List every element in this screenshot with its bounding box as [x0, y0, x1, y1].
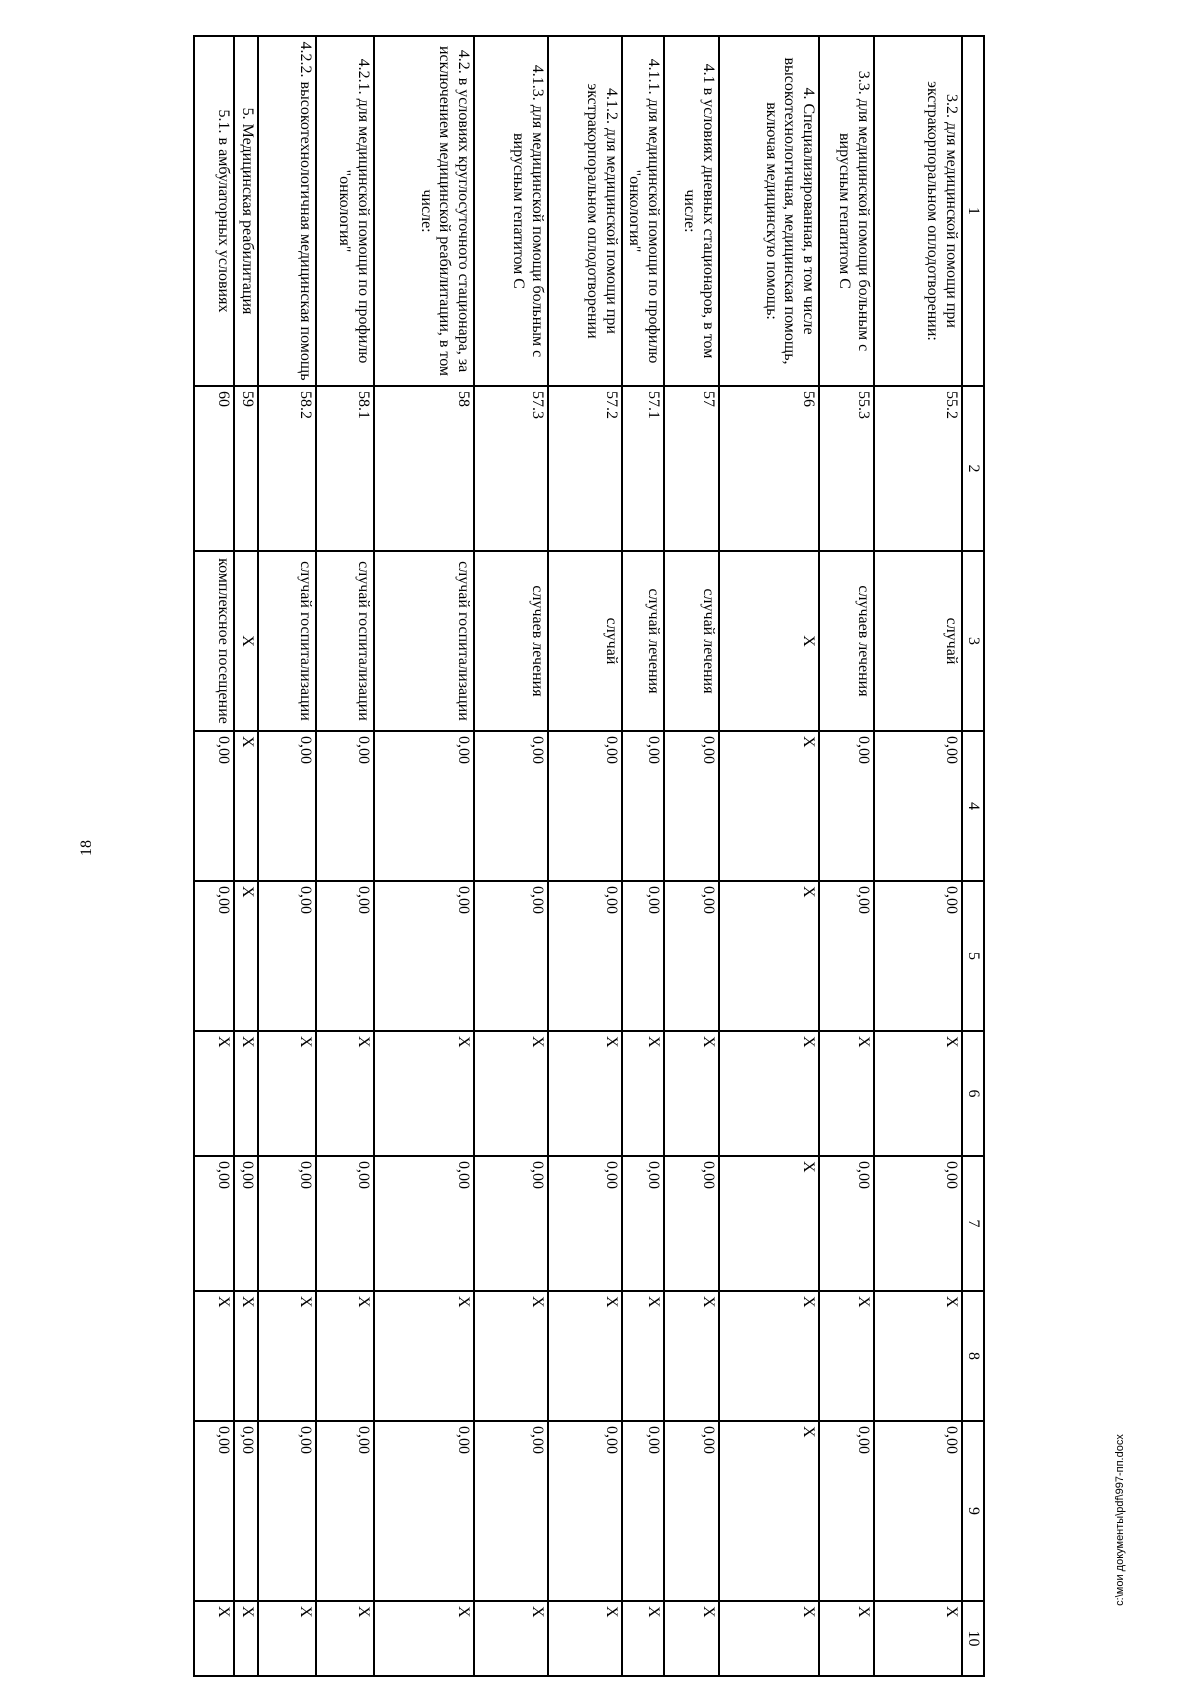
row-code-cell: 55.3 [819, 386, 874, 551]
row-value-cell: X [234, 1291, 258, 1421]
header-cell-1: 1 [962, 36, 984, 386]
row-value-cell: 0,00 [374, 1421, 474, 1601]
row-unit-cell: комплексное посещение [194, 551, 234, 731]
row-value-cell: X [258, 1601, 316, 1676]
row-name-cell: 5. Медицинская реабилитация [234, 36, 258, 386]
row-code-cell: 57.1 [622, 386, 664, 551]
row-value-cell: X [316, 1031, 374, 1156]
header-cell-8: 8 [962, 1291, 984, 1421]
row-name-cell: 4.1.2. для медицинской помощи при экстракорпоральном оплодотворении [548, 36, 622, 386]
row-name-cell: 4.1.3. для медицинской помощи больным с вирусным гепатитом С [474, 36, 548, 386]
row-value-cell: 0,00 [194, 1421, 234, 1601]
header-cell-2: 2 [962, 386, 984, 551]
table-row [258, 36, 316, 1676]
row-value-cell: X [316, 1291, 374, 1421]
row-code-cell: 55.2 [874, 386, 962, 551]
row-value-cell: 0,00 [234, 1421, 258, 1601]
row-value-cell: 0,00 [622, 1156, 664, 1291]
row-value-cell: X [664, 1601, 719, 1676]
header-cell-4: 4 [962, 731, 984, 881]
row-unit-cell: случай [548, 551, 622, 731]
row-code-cell: 58 [374, 386, 474, 551]
row-value-cell: X [819, 1031, 874, 1156]
row-name-cell: 4.2.2. высокотехнологичная медицинская помощь [258, 36, 316, 386]
row-value-cell: 0,00 [374, 731, 474, 881]
data-table [193, 35, 985, 1677]
row-unit-cell: случай госпитализации [316, 551, 374, 731]
row-value-cell: X [194, 1291, 234, 1421]
row-value-cell: X [622, 1031, 664, 1156]
row-value-cell: 0,00 [258, 1421, 316, 1601]
row-value-cell: X [819, 1291, 874, 1421]
row-value-cell: X [874, 1031, 962, 1156]
row-value-cell: 0,00 [474, 1156, 548, 1291]
row-value-cell: 0,00 [819, 1421, 874, 1601]
row-value-cell: 0,00 [194, 1156, 234, 1291]
header-cell-10: 10 [962, 1601, 984, 1676]
table-row [819, 36, 874, 1676]
row-value-cell: X [474, 1031, 548, 1156]
row-code-cell: 58.2 [258, 386, 316, 551]
row-code-cell: 59 [234, 386, 258, 551]
row-value-cell: 0,00 [374, 881, 474, 1031]
row-value-cell: X [194, 1601, 234, 1676]
table-row [374, 36, 474, 1676]
row-value-cell: 0,00 [819, 881, 874, 1031]
row-value-cell: X [719, 1156, 819, 1291]
table-row [719, 36, 819, 1676]
row-value-cell: 0,00 [548, 1156, 622, 1291]
row-unit-cell: случай госпитализации [374, 551, 474, 731]
footer-file-path: c:\мои документы\pdf\997-пп.docx [1114, 1434, 1126, 1606]
table-row [194, 36, 234, 1676]
row-code-cell: 57.2 [548, 386, 622, 551]
row-code-cell: 56 [719, 386, 819, 551]
row-value-cell: X [874, 1291, 962, 1421]
row-unit-cell: случай лечения [664, 551, 719, 731]
row-value-cell: 0,00 [664, 1421, 719, 1601]
row-value-cell: 0,00 [548, 1421, 622, 1601]
row-value-cell: 0,00 [622, 731, 664, 881]
table-row [234, 36, 258, 1676]
table-row [474, 36, 548, 1676]
row-value-cell: X [234, 881, 258, 1031]
row-value-cell: X [622, 1601, 664, 1676]
row-value-cell: 0,00 [194, 731, 234, 881]
row-value-cell: 0,00 [194, 881, 234, 1031]
table-container [205, 35, 985, 1675]
row-name-cell: 4. Специализированная, в том числе высокотехнологичная, медицинская помощь, включая медицинскую помощь: [719, 36, 819, 386]
row-value-cell: X [374, 1031, 474, 1156]
row-unit-cell: случай лечения [622, 551, 664, 731]
row-value-cell: 0,00 [474, 881, 548, 1031]
row-value-cell: X [719, 731, 819, 881]
table-header-row [962, 36, 984, 1676]
row-name-cell: 4.2. в условиях круглосуточного стационара, за исключением медицинской реабилитации, в том числе: [374, 36, 474, 386]
page-number: 18 [78, 840, 95, 856]
row-code-cell: 57 [664, 386, 719, 551]
row-value-cell: X [234, 1601, 258, 1676]
row-value-cell: 0,00 [819, 731, 874, 881]
row-value-cell: X [719, 1031, 819, 1156]
row-code-cell: 58.1 [316, 386, 374, 551]
row-value-cell: X [316, 1601, 374, 1676]
row-code-cell: 57.3 [474, 386, 548, 551]
row-name-cell: 3.2. для медицинской помощи при экстракорпоральном оплодотворении: [874, 36, 962, 386]
row-value-cell: 0,00 [874, 731, 962, 881]
row-value-cell: X [819, 1601, 874, 1676]
row-unit-cell: случай [874, 551, 962, 731]
row-value-cell: X [664, 1291, 719, 1421]
row-value-cell: X [374, 1291, 474, 1421]
row-unit-cell: случаев лечения [474, 551, 548, 731]
row-value-cell: X [719, 1421, 819, 1601]
row-value-cell: X [258, 1291, 316, 1421]
row-value-cell: 0,00 [374, 1156, 474, 1291]
row-value-cell: 0,00 [548, 731, 622, 881]
row-value-cell: 0,00 [474, 731, 548, 881]
row-value-cell: X [719, 1601, 819, 1676]
header-cell-5: 5 [962, 881, 984, 1031]
header-cell-3: 3 [962, 551, 984, 731]
row-value-cell: 0,00 [316, 881, 374, 1031]
row-value-cell: 0,00 [664, 1156, 719, 1291]
row-name-cell: 4.1 в условиях дневных стационаров, в том числе: [664, 36, 719, 386]
row-unit-cell: случай госпитализации [258, 551, 316, 731]
row-value-cell: X [374, 1601, 474, 1676]
row-value-cell: X [258, 1031, 316, 1156]
row-value-cell: X [474, 1291, 548, 1421]
table-row [548, 36, 622, 1676]
row-value-cell: X [548, 1601, 622, 1676]
row-value-cell: 0,00 [874, 881, 962, 1031]
row-unit-cell: X [719, 551, 819, 731]
row-value-cell: 0,00 [664, 881, 719, 1031]
row-name-cell: 3.3. для медицинской помощи больным с вирусным гепатитом С [819, 36, 874, 386]
row-value-cell: 0,00 [474, 1421, 548, 1601]
row-name-cell: 4.1.1. для медицинской помощи по профилю "онкология" [622, 36, 664, 386]
row-value-cell: X [622, 1291, 664, 1421]
header-cell-9: 9 [962, 1421, 984, 1601]
row-code-cell: 60 [194, 386, 234, 551]
row-value-cell: X [664, 1031, 719, 1156]
table-row [664, 36, 719, 1676]
row-value-cell: X [719, 1291, 819, 1421]
row-value-cell: 0,00 [316, 1156, 374, 1291]
table-row [622, 36, 664, 1676]
row-value-cell: X [234, 731, 258, 881]
row-value-cell: X [548, 1291, 622, 1421]
row-value-cell: 0,00 [622, 881, 664, 1031]
table-row [316, 36, 374, 1676]
row-name-cell: 4.2.1. для медицинской помощи по профилю "онкология" [316, 36, 374, 386]
row-value-cell: 0,00 [874, 1421, 962, 1601]
row-name-cell: 5.1. в амбулаторных условиях [194, 36, 234, 386]
row-value-cell: 0,00 [316, 731, 374, 881]
row-value-cell: X [874, 1601, 962, 1676]
header-cell-7: 7 [962, 1156, 984, 1291]
row-value-cell: 0,00 [548, 881, 622, 1031]
row-value-cell: 0,00 [258, 881, 316, 1031]
row-value-cell: 0,00 [258, 731, 316, 881]
row-value-cell: 0,00 [622, 1421, 664, 1601]
row-value-cell: 0,00 [819, 1156, 874, 1291]
row-value-cell: 0,00 [258, 1156, 316, 1291]
row-value-cell: 0,00 [874, 1156, 962, 1291]
row-value-cell: X [474, 1601, 548, 1676]
row-value-cell: 0,00 [664, 731, 719, 881]
row-unit-cell: случаев лечения [819, 551, 874, 731]
row-value-cell: X [194, 1031, 234, 1156]
row-value-cell: 0,00 [234, 1156, 258, 1291]
header-cell-6: 6 [962, 1031, 984, 1156]
row-value-cell: X [234, 1031, 258, 1156]
row-value-cell: 0,00 [316, 1421, 374, 1601]
row-unit-cell: X [234, 551, 258, 731]
row-value-cell: X [719, 881, 819, 1031]
row-value-cell: X [548, 1031, 622, 1156]
table-row [874, 36, 962, 1676]
